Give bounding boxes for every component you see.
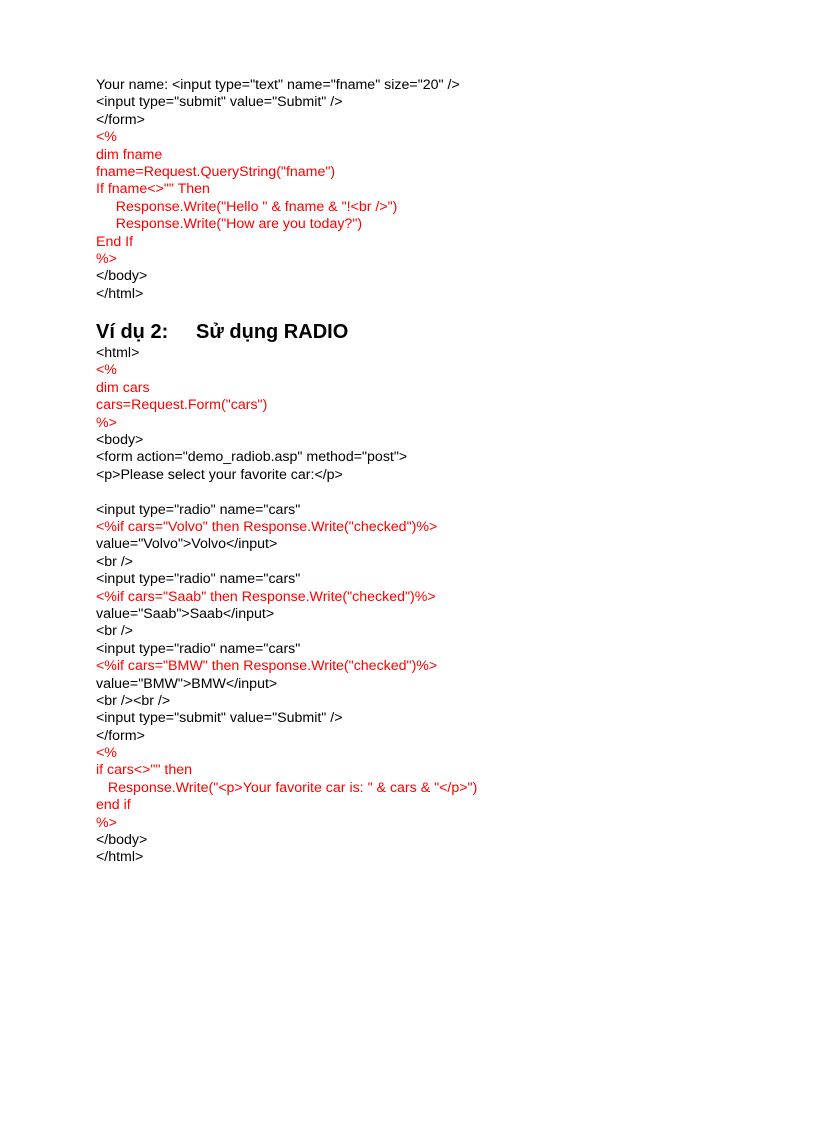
code-line: </body>: [96, 268, 148, 285]
code-line: Response.Write("How are you today?"): [96, 216, 363, 233]
section-title: Sử dụng RADIO: [196, 321, 349, 344]
code-line: If fname<>"" Then: [96, 181, 210, 198]
section-number: Ví dụ 2:: [96, 321, 169, 344]
code-line: <%if cars="BMW" then Response.Write("checked")%>: [96, 658, 438, 675]
code-block-radio: [96, 345, 776, 867]
code-line: </body>: [96, 832, 148, 849]
code-line: <html>: [96, 345, 140, 362]
code-line: value="Volvo">Volvo</input>: [96, 536, 278, 553]
code-line: <br />: [96, 553, 134, 570]
code-line: <body>: [96, 432, 144, 449]
code-line: <%: [96, 745, 117, 762]
code-line: <input type="submit" value="Submit" />: [96, 710, 343, 727]
code-line: end if: [96, 797, 131, 814]
code-line: <input type="radio" name="cars": [96, 571, 301, 588]
code-line: <br />: [96, 623, 134, 640]
code-line: dim fname: [96, 146, 163, 163]
code-line: <p>Please select your favorite car:</p>: [96, 466, 343, 483]
code-line: fname=Request.QueryString("fname"): [96, 163, 336, 180]
code-line: End If: [96, 233, 134, 250]
code-line: <input type="submit" value="Submit" />: [96, 94, 343, 111]
code-line: <form action="demo_radiob.asp" method="post">: [96, 449, 408, 466]
code-line: Response.Write("Hello " & fname & "!<br />"): [96, 198, 398, 215]
code-line: </form>: [96, 727, 145, 744]
code-line: %>: [96, 250, 117, 267]
document-page: [96, 77, 776, 867]
code-block-text-input: [96, 77, 776, 303]
code-line: if cars<>"" then: [96, 762, 193, 779]
code-line: <%: [96, 362, 117, 379]
section-heading: [96, 321, 776, 343]
code-line: Response.Write("<p>Your favorite car is: " & cars & "</p>"): [96, 779, 478, 796]
code-line: %>: [96, 814, 117, 831]
code-line: <%: [96, 129, 117, 146]
code-line: [96, 484, 776, 501]
code-line: cars=Request.Form("cars"): [96, 397, 268, 414]
code-line: <input type="radio" name="cars": [96, 501, 301, 518]
code-line: Your name: <input type="text" name="fname" size="20" />: [96, 77, 460, 93]
code-line: </html>: [96, 285, 144, 302]
code-line: dim cars: [96, 379, 150, 396]
code-line: <%if cars="Volvo" then Response.Write("checked")%>: [96, 518, 438, 535]
code-line: <input type="radio" name="cars": [96, 640, 301, 657]
code-line: %>: [96, 414, 117, 431]
code-line: value="BMW">BMW</input>: [96, 675, 278, 692]
code-line: value="Saab">Saab</input>: [96, 605, 275, 622]
code-line: </form>: [96, 111, 145, 128]
code-line: </html>: [96, 849, 144, 866]
code-line: <br /><br />: [96, 692, 171, 709]
code-line: <%if cars="Saab" then Response.Write("checked")%>: [96, 588, 436, 605]
